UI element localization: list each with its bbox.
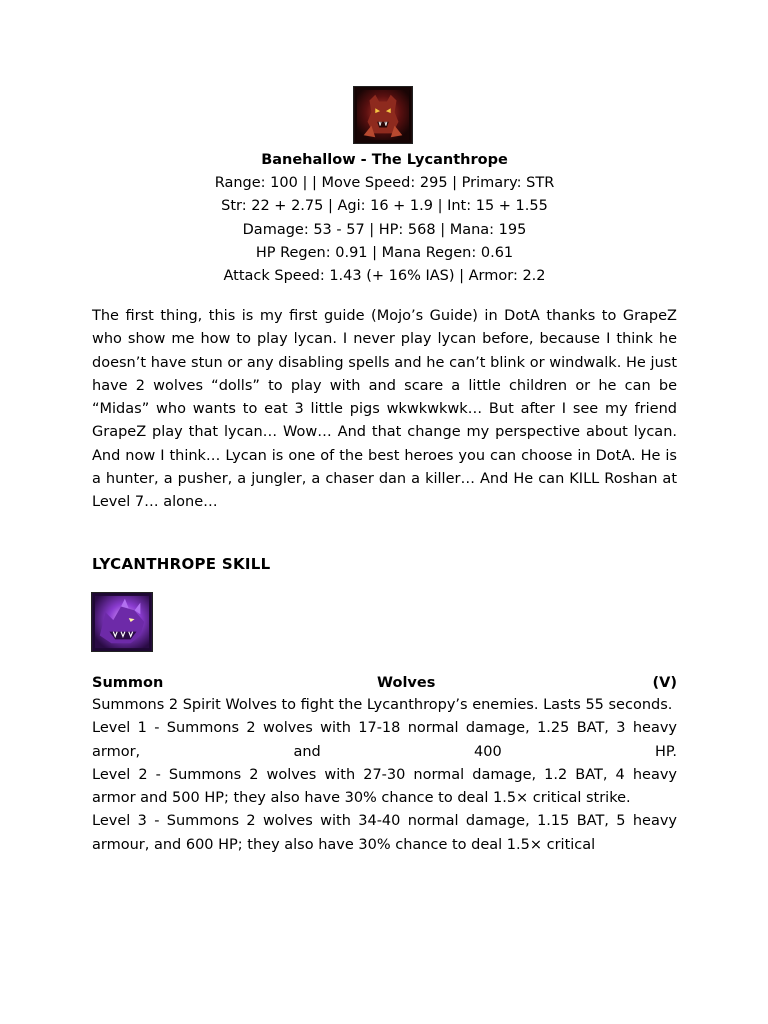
skill-level-3: Level 3 - Summons 2 wolves with 34-40 normal damage, 1.15 BAT, 5 heavy armour, and 600 HP; they also have 30% chance to deal 1.5× critical [92, 813, 677, 853]
skill-level-1: Level 1 - Summons 2 wolves with 17-18 normal damage, 1.25 BAT, 3 heavy armor, and 400 HP. [92, 720, 677, 760]
intro-paragraph: The first thing, this is my first guide (Mojo’s Guide) in DotA thanks to GrapeZ who show me how to play lycan. I never play lycan before, because I think he doesn’t have stun or any disabling spells and he can’t blink or windwalk. He just have 2 wolves “dolls” to play with and scare a little children or he can be “Midas” who wants to eat 3 little pigs wkwkwkwk… But after I see my friend GrapeZ play that lycan… Wow… And that change my perspective about lycan. And now I think… Lycan is one of the best heroes you can choose in DotA. He is a hunter, a pusher, a jungler, a chaser dan a killer… And He can KILL Roshan at Level 7… alone… [92, 308, 677, 511]
skill-details [92, 694, 677, 857]
hero-stat-line: Range: 100 | | Move Speed: 295 | Primary: STR [214, 175, 555, 192]
hero-stats-block [92, 149, 677, 288]
hero-stat-line: Attack Speed: 1.43 (+ 16% IAS) | Armor: 2.2 [223, 267, 546, 284]
hero-stat-line: Str: 22 + 2.75 | Agi: 16 + 1.9 | Int: 15 + 1.55 [221, 198, 548, 215]
skill-heading [92, 672, 677, 695]
section-heading: LYCANTHROPE SKILL [92, 555, 271, 573]
skill-description: Summons 2 Spirit Wolves to fight the Lycanthropy’s enemies. Lasts 55 seconds. [92, 697, 673, 713]
hero-stat-line: HP Regen: 0.91 | Mana Regen: 0.61 [255, 244, 514, 261]
hero-stat-line: Damage: 53 - 57 | HP: 568 | Mana: 195 [242, 221, 527, 238]
skill-name-word: Wolves [377, 675, 436, 691]
lycanthrope-portrait-icon [353, 86, 413, 144]
skill-level-2: Level 2 - Summons 2 wolves with 27-30 normal damage, 1.2 BAT, 4 heavy armor and 500 HP; they also have 30% chance to deal 1.5× critical strike. [92, 766, 677, 807]
skill-name-word: Summon [92, 675, 164, 691]
skill-hotkey: (V) [652, 675, 677, 691]
summon-wolves-icon [91, 592, 153, 652]
hero-title: Banehallow - The Lycanthrope [261, 152, 508, 168]
